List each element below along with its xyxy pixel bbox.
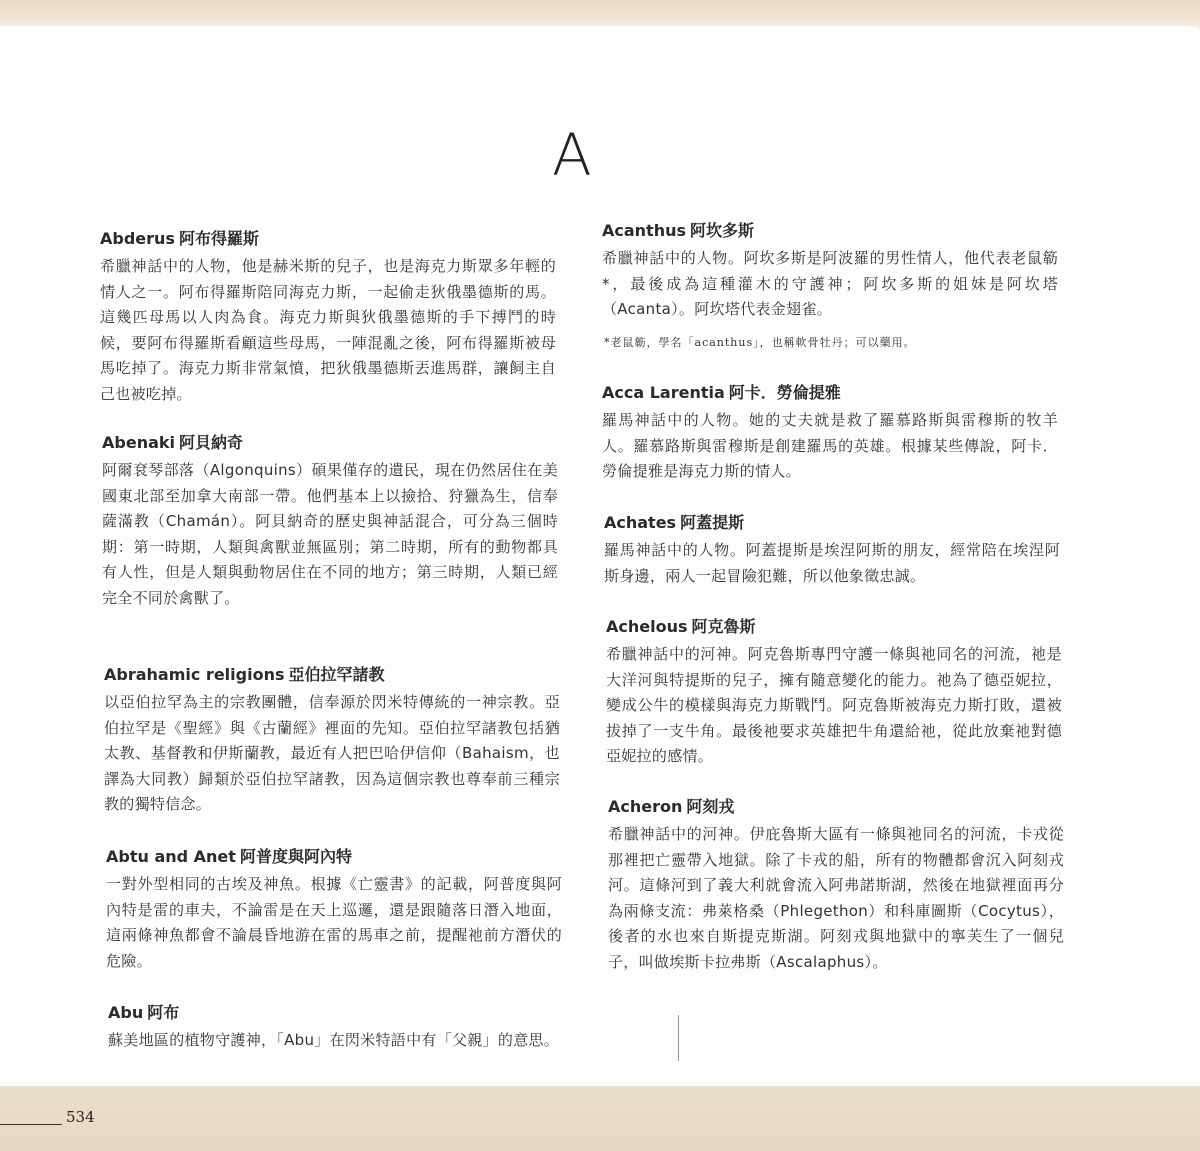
section-letter: A — [552, 121, 592, 189]
entry-term: Abenaki — [102, 433, 175, 452]
entry-term-zh: 阿蓋提斯 — [680, 513, 745, 532]
footnote: *老鼠簕，學名「acanthus」，也稱軟骨牡丹；可以藥用。 — [604, 336, 916, 349]
entry-heading — [100, 228, 556, 250]
entry-body: 希臘神話中的人物，他是赫米斯的兒子，也是海克力斯眾多年輕的情人之一。阿布得羅斯陪同海克力斯，一起偷走狄俄墨德斯的馬。這幾匹母馬以人肉為食。海克力斯與狄俄墨德斯的手下搏鬥的時候，要阿布得羅斯看顧這些母馬，一陣混亂之後，阿布得羅斯被母馬吃掉了。海克力斯非常氣憤，把狄俄墨德斯丟進馬群，讓飼主自己也被吃掉。 — [100, 257, 556, 403]
scan-mark — [678, 1015, 679, 1061]
entry-term: Achates — [604, 513, 677, 532]
entry-abenaki — [102, 432, 558, 612]
entry-heading — [604, 512, 1060, 534]
entry-heading — [102, 432, 558, 454]
entry-heading — [608, 796, 1064, 818]
entry-achelous — [606, 616, 1062, 770]
entry-body: 希臘神話中的河神。伊庇魯斯大區有一條與祂同名的河流，卡戎從那裡把亡靈帶入地獄。除了卡戎的船，所有的物體都會沉入阿刻戎河。這條河到了義大利就會流入阿弗諾斯湖，然後在地獄裡面再分為兩條支流：弗萊格桑（Phlegethon）和科庫圖斯（Cocytus），後者的水也來自斯提克斯湖。阿刻戎與地獄中的寧芙生了一個兒子，叫做埃斯卡拉弗斯（Ascalaphus）。 — [608, 825, 1064, 971]
entry-body: 一對外型相同的古埃及神魚。根據《亡靈書》的記載，阿普度與阿內特是雷的車夫，不論雷是在天上巡邏，還是跟隨落日潛入地面，這兩條神魚都會不論晨昏地游在雷的馬車之前，提醒祂前方潛伏的危險。 — [106, 875, 562, 970]
entry-term: Abtu and Anet — [106, 847, 236, 866]
entry-term-zh: 亞伯拉罕諸教 — [288, 665, 385, 684]
entry-heading — [606, 616, 1062, 638]
entry-acheron — [608, 796, 1064, 976]
entry-body: 希臘神話中的人物。阿坎多斯是阿波羅的男性情人，他代表老鼠簕*，最後成為這種灌木的守護神；阿坎多斯的姐妹是阿坎塔（Acanta）。阿坎塔代表金翅雀。 — [602, 249, 1058, 319]
entry-body: 羅馬神話中的人物。她的丈夫就是救了羅慕路斯與雷穆斯的牧羊人。羅慕路斯與雷穆斯是創建羅馬的英雄。根據某些傳說，阿卡．勞倫提雅是海克力斯的情人。 — [602, 411, 1058, 481]
entry-abtu-and-anet — [106, 846, 562, 974]
entry-term-zh: 阿布 — [147, 1003, 180, 1022]
entry-heading — [106, 846, 562, 868]
entry-heading — [108, 1002, 564, 1024]
entry-body: 蘇美地區的植物守護神，「Abu」在閃米特語中有「父親」的意思。 — [108, 1031, 560, 1049]
entry-term: Achelous — [606, 617, 688, 636]
entry-term-zh: 阿克魯斯 — [691, 617, 756, 636]
entry-acanthus — [602, 220, 1058, 323]
entry-abrahamic-religions — [104, 664, 560, 818]
paper-edge-bottom — [0, 1086, 1200, 1151]
entry-body: 羅馬神話中的人物。阿蓋提斯是埃涅阿斯的朋友，經常陪在埃涅阿斯身邊，兩人一起冒險犯難，所以他象徵忠誠。 — [604, 541, 1060, 585]
entry-term-zh: 阿普度與阿內特 — [239, 847, 352, 866]
page-number-rule — [0, 1124, 62, 1125]
entry-term-zh: 阿坎多斯 — [690, 221, 755, 240]
entry-body: 希臘神話中的河神。阿克魯斯專門守護一條與祂同名的河流，祂是大洋河與特提斯的兒子，擁有隨意變化的能力。祂為了德亞妮拉，變成公牛的模樣與海克力斯戰鬥。阿克魯斯被海克力斯打敗，還被拔掉了一支牛角。最後祂要求英雄把牛角還給祂，從此放棄祂對德亞妮拉的感情。 — [606, 645, 1062, 766]
entry-term: Acheron — [608, 797, 683, 816]
entry-term: Abu — [108, 1003, 144, 1022]
entry-term: Abderus — [100, 229, 175, 248]
entry-term-zh: 阿刻戎 — [686, 797, 735, 816]
entry-term-zh: 阿布得羅斯 — [178, 229, 259, 248]
entry-term-zh: 阿卡．勞倫提雅 — [728, 383, 841, 402]
entry-term-zh: 阿貝納奇 — [179, 433, 244, 452]
entry-heading — [602, 382, 1058, 404]
entry-term: Acca Larentia — [602, 383, 725, 402]
entry-body: 阿爾袞琴部落（Algonquins）碩果僅存的遺民，現在仍然居住在美國東北部至加拿大南部一帶。他們基本上以撿拾、狩獵為生，信奉薩滿教（Chamán）。阿貝納奇的歷史與神話混合，可分為三個時期：第一時期，人類與禽獸並無區別；第二時期，所有的動物都具有人性，但是人類與動物居住在不同的地方；第三時期，人類已經完全不同於禽獸了。 — [102, 461, 558, 607]
entry-abderus — [100, 228, 556, 408]
entry-heading — [602, 220, 1058, 242]
entry-acca-larentia — [602, 382, 1058, 485]
entry-abu — [108, 1002, 564, 1054]
entry-heading — [104, 664, 560, 686]
page-number: 534 — [66, 1108, 95, 1126]
entry-achates — [604, 512, 1060, 589]
entry-term: Acanthus — [602, 221, 687, 240]
entry-body: 以亞伯拉罕為主的宗教團體，信奉源於閃米特傳統的一神宗教。亞伯拉罕是《聖經》與《古蘭經》裡面的先知。亞伯拉罕諸教包括猶太教、基督教和伊斯蘭教，最近有人把巴哈伊信仰（Bahaism，也譯為大同教）歸類於亞伯拉罕諸教，因為這個宗教也尊奉前三種宗教的獨特信念。 — [104, 693, 560, 814]
entry-term: Abrahamic religions — [104, 665, 285, 684]
